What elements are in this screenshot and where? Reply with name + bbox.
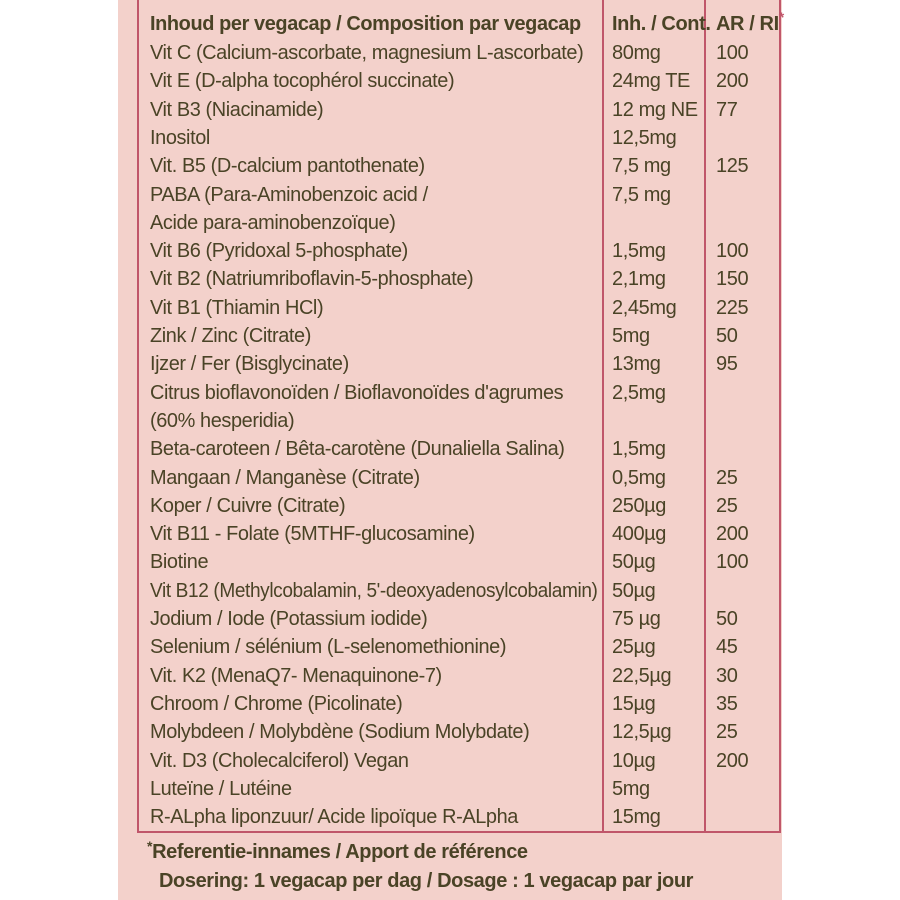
table-row (139, 67, 779, 95)
nutrient-reference-intake: 125 (716, 155, 749, 178)
nutrient-name: Vit. D3 (Cholecalciferol) Vegan (150, 749, 409, 772)
header-ri-label: AR / RI (716, 13, 779, 35)
nutrient-name: Mangaan / Manganèse (Citrate) (150, 466, 420, 489)
nutrient-reference-intake: 100 (716, 551, 749, 574)
nutrient-amount: 12,5mg (612, 126, 677, 149)
table-row (139, 350, 779, 378)
nutrient-amount: 7,5 mg (612, 183, 671, 206)
nutrient-amount: 15µg (612, 692, 656, 715)
nutrient-amount: 50µg (612, 579, 656, 602)
table-row (139, 265, 779, 293)
table-row (139, 718, 779, 746)
nutrient-name: Biotine (150, 551, 209, 574)
nutrient-amount: 1,5mg (612, 240, 666, 263)
dosage-note: Dosering: 1 vegacap per dag / Dosage : 1 vegacap par jour (159, 870, 694, 892)
nutrient-name: Vit E (D-alpha tocophérol succinate) (150, 70, 455, 93)
table-row (139, 803, 779, 831)
nutrient-name: Vit C (Calcium-ascorbate, magnesium L-ascorbate) (150, 42, 584, 64)
nutrient-amount: 2,45mg (612, 296, 677, 319)
header-ri-marker: * (778, 9, 784, 25)
header-reference-intake (716, 9, 784, 39)
nutrient-reference-intake: 50 (716, 325, 738, 347)
nutrient-amount: 13mg (612, 353, 661, 376)
table-row (139, 181, 779, 209)
nutrient-amount: 400µg (612, 523, 667, 546)
nutrient-name: Vit B12 (Methylcobalamin, 5'-deoxyadenosylcobalamin) (150, 579, 598, 602)
nutrient-amount: 15mg (612, 806, 661, 829)
nutrient-reference-intake: 95 (716, 353, 738, 376)
nutrient-name: Ijzer / Fer (Bisglycinate) (150, 353, 349, 376)
table-row (139, 548, 779, 576)
nutrient-name: Chroom / Chrome (Picolinate) (150, 692, 403, 715)
nutrient-name: Vit B2 (Natriumriboflavin-5-phosphate) (150, 268, 474, 291)
table-row (139, 492, 779, 520)
nutrition-table (137, 0, 784, 833)
table-row (139, 435, 779, 463)
nutrient-reference-intake: 77 (716, 98, 738, 121)
nutrient-amount: 12,5µg (612, 721, 672, 744)
reference-note (147, 838, 528, 867)
table-row (139, 209, 779, 237)
nutrient-reference-intake: 25 (716, 466, 738, 489)
nutrient-reference-intake: 225 (716, 296, 749, 319)
nutrient-reference-intake: 30 (716, 664, 738, 687)
nutrient-name: Selenium / sélénium (L-selenomethionine) (150, 636, 507, 659)
nutrient-name: Acide para-aminobenzoïque) (150, 211, 396, 234)
nutrient-reference-intake: 35 (716, 692, 738, 715)
header-content: Inh. / Cont. (612, 13, 711, 35)
reference-marker: * (147, 838, 153, 854)
nutrient-amount: 25µg (612, 636, 656, 659)
nutrient-reference-intake: 50 (716, 608, 738, 630)
nutrient-name: Jodium / Iode (Potassium iodide) (150, 608, 428, 630)
nutrient-reference-intake: 100 (716, 240, 749, 263)
nutrient-name: Molybdeen / Molybdène (Sodium Molybdate) (150, 721, 530, 744)
nutrient-reference-intake: 200 (716, 70, 749, 93)
table-row (139, 407, 779, 435)
table-row (139, 605, 779, 633)
nutrient-amount: 50µg (612, 551, 656, 574)
reference-text: Referentie-innames / Apport de référence (152, 841, 528, 863)
table-row (139, 747, 779, 775)
table-row (139, 96, 779, 124)
table-row (139, 39, 779, 67)
nutrient-name: Zink / Zinc (Citrate) (150, 325, 311, 347)
table-row (139, 237, 779, 265)
table-row (139, 464, 779, 492)
nutrient-amount: 2,1mg (612, 268, 666, 291)
nutrient-name: Vit B11 - Folate (5MTHF-glucosamine) (150, 523, 475, 546)
nutrient-name: Citrus bioflavonoïden / Bioflavonoïdes d'agrumes (150, 381, 564, 404)
nutrient-amount: 5mg (612, 777, 650, 800)
table-footer (147, 838, 767, 895)
nutrient-name: (60% hesperidia) (150, 409, 295, 432)
left-margin (0, 0, 118, 900)
nutrient-name: Beta-caroteen / Bêta-carotène (Dunaliella Salina) (150, 438, 565, 461)
table-row (139, 662, 779, 690)
table-header (139, 9, 784, 38)
nutrient-amount: 250µg (612, 494, 667, 517)
nutrient-amount: 5mg (612, 325, 650, 347)
table-row (139, 124, 779, 152)
nutrient-amount: 75 µg (612, 608, 661, 630)
nutrient-amount: 10µg (612, 749, 656, 772)
table-row (139, 520, 779, 548)
nutrient-name: Koper / Cuivre (Citrate) (150, 494, 346, 517)
header-composition: Inhoud per vegacap / Composition par vegacap (150, 13, 581, 35)
nutrient-amount: 80mg (612, 42, 661, 64)
nutrient-name: Inositol (150, 126, 210, 149)
nutrient-name: Vit. K2 (MenaQ7- Menaquinone-7) (150, 664, 442, 687)
nutrient-name: PABA (Para-Aminobenzoic acid / (150, 183, 428, 206)
nutrient-name: Vit B1 (Thiamin HCl) (150, 296, 324, 319)
table-row (139, 775, 779, 803)
table-row (139, 152, 779, 180)
nutrient-name: Vit B3 (Niacinamide) (150, 98, 324, 121)
nutrient-amount: 2,5mg (612, 381, 666, 404)
table-row (139, 379, 779, 407)
nutrient-amount: 7,5 mg (612, 155, 671, 178)
nutrient-reference-intake: 100 (716, 42, 749, 64)
nutrient-reference-intake: 150 (716, 268, 749, 291)
nutrient-reference-intake: 200 (716, 523, 749, 546)
nutrient-name: R-ALpha liponzuur/ Acide lipoïque R-ALpha (150, 806, 518, 829)
nutrient-reference-intake: 200 (716, 749, 749, 772)
nutrient-amount: 24mg TE (612, 70, 690, 93)
nutrient-amount: 12 mg NE (612, 98, 698, 121)
table-row (139, 633, 779, 661)
nutrient-amount: 22,5µg (612, 664, 672, 687)
right-margin (782, 0, 900, 900)
nutrient-amount: 1,5mg (612, 438, 666, 461)
nutrient-name: Vit B6 (Pyridoxal 5-phosphate) (150, 240, 408, 263)
nutrient-reference-intake: 25 (716, 721, 738, 744)
table-row (139, 690, 779, 718)
table-row (139, 294, 779, 322)
nutrient-name: Luteïne / Lutéine (150, 777, 292, 800)
nutrient-name: Vit. B5 (D-calcium pantothenate) (150, 155, 425, 178)
table-row (139, 322, 779, 350)
nutrient-reference-intake: 25 (716, 494, 738, 517)
nutrient-amount: 0,5mg (612, 466, 666, 489)
nutrient-reference-intake: 45 (716, 636, 738, 659)
table-row (139, 577, 779, 605)
